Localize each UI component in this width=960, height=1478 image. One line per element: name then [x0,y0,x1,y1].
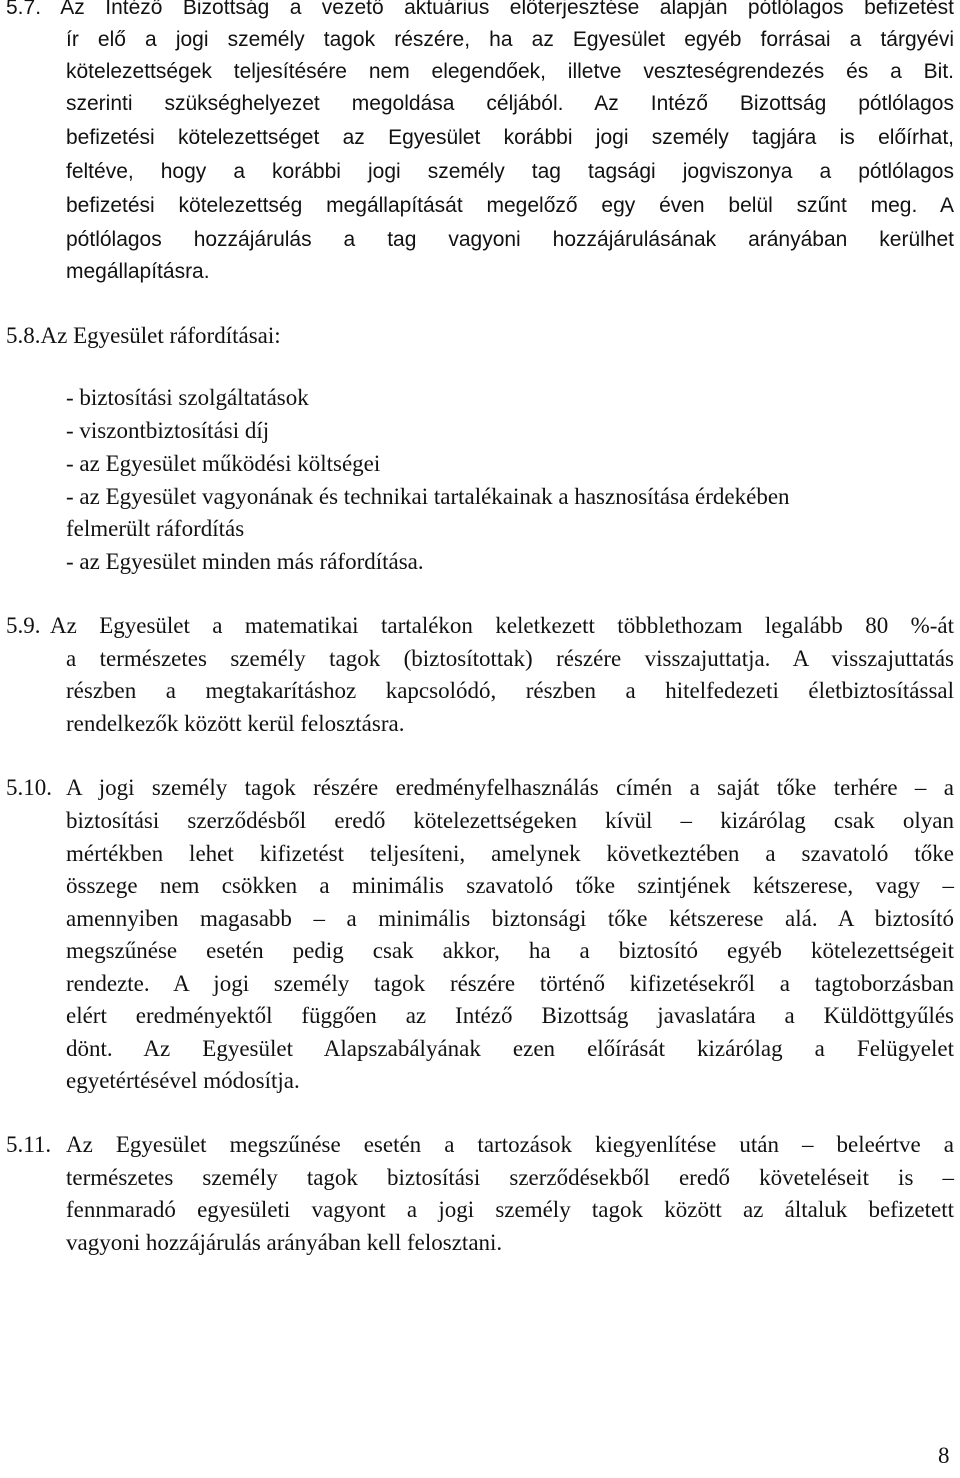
paragraph-line: feltéve, hogy a korábbi jogi személy tag tagsági jogviszonya a pótlólagos [66,160,954,183]
paragraph-line: a természetes személy tagok (biztosítottak) részére visszajuttatja. A visszajuttatás [66,646,954,671]
paragraph-line: Az Egyesület megszűnése esetén a tartozások kiegyenlítése után – beleértve a [66,1132,954,1157]
list-item: - viszontbiztosítási díj [66,418,270,443]
paragraph-line: rendezte. A jogi személy tagok részére történő kifizetésekről a tagtoborzásban [66,971,954,996]
paragraph-line: mértékben lehet kifizetést teljesíteni, amelynek következtében a szavatoló tőke [66,841,954,866]
paragraph-line: 5.7. Az Intéző Bizottság a vezető aktuárius előterjesztése alapján pótlólagos befizetést [6,0,954,19]
paragraph-line: természetes személy tagok biztosítási szerződésekből eredő követeléseit is – [66,1165,954,1190]
list-item: - biztosítási szolgáltatások [66,385,309,410]
list-item: felmerült ráfordítás [66,516,245,541]
paragraph-line: Az Egyesület a matematikai tartalékon keletkezett többlethozam legalább 80 %-át [50,613,954,638]
paragraph-line: fennmaradó egyesületi vagyont a jogi személy tagok között az általuk befizetett [66,1197,954,1222]
section-number: 5.10. [6,775,52,800]
section-number: 5.11. [6,1132,52,1157]
paragraph-line: vagyoni hozzájárulás arányában kell felosztani. [66,1230,503,1255]
paragraph-line: ír elő a jogi személy tagok részére, ha az Egyesület egyéb forrásai a tárgyévi [66,28,954,51]
list-item: - az Egyesület minden más ráfordítása. [66,549,424,574]
paragraph-line: egyetértésével módosítja. [66,1068,300,1093]
paragraph-line: amennyiben magasabb – a minimális biztonsági tőke kétszerese alá. A biztosító [66,906,954,931]
paragraph-line: megállapításra. [66,260,210,283]
paragraph-line: befizetési kötelezettség megállapítását megelőző egy éven belül szűnt meg. A [66,194,954,217]
list-item: - az Egyesület működési költségei [66,451,381,476]
paragraph-line: rendelkezők között kerül felosztásra. [66,711,405,736]
section-number: 5.9. [6,613,41,638]
page-number: 8 [938,1443,950,1468]
paragraph-line: részben a megtakarításhoz kapcsolódó, részben a hitelfedezeti életbiztosítással [66,678,954,703]
paragraph-line: elért eredményektől függően az Intéző Bizottság javaslatára a Küldöttgyűlés [66,1003,954,1028]
paragraph-line: dönt. Az Egyesület Alapszabályának ezen előírását kizárólag a Felügyelet [66,1036,954,1061]
paragraph-line: biztosítási szerződésből eredő kötelezettségeken kívül – kizárólag csak olyan [66,808,954,833]
paragraph-line: megszűnése esetén pedig csak akkor, ha a biztosító egyéb kötelezettségeit [66,938,954,963]
section-heading: 5.8.Az Egyesület ráfordításai: [6,323,281,348]
list-item: - az Egyesület vagyonának és technikai tartalékainak a hasznosítása érdekében [66,484,790,509]
paragraph-line: pótlólagos hozzájárulás a tag vagyoni hozzájárulásának arányában kerülhet [66,228,954,251]
paragraph-line: összege nem csökken a minimális szavatoló tőke szintjének kétszerese, vagy – [66,873,954,898]
paragraph-line: befizetési kötelezettséget az Egyesület korábbi jogi személy tagjára is előírhat, [66,126,954,149]
paragraph-line: szerinti szükséghelyezet megoldása céljából. Az Intéző Bizottság pótlólagos [66,92,954,115]
paragraph-line: A jogi személy tagok részére eredményfelhasználás címén a saját tőke terhére – a [66,775,954,800]
paragraph-line: kötelezettségek teljesítésére nem elegendőek, illetve veszteségrendezés és a Bit. [66,60,954,83]
